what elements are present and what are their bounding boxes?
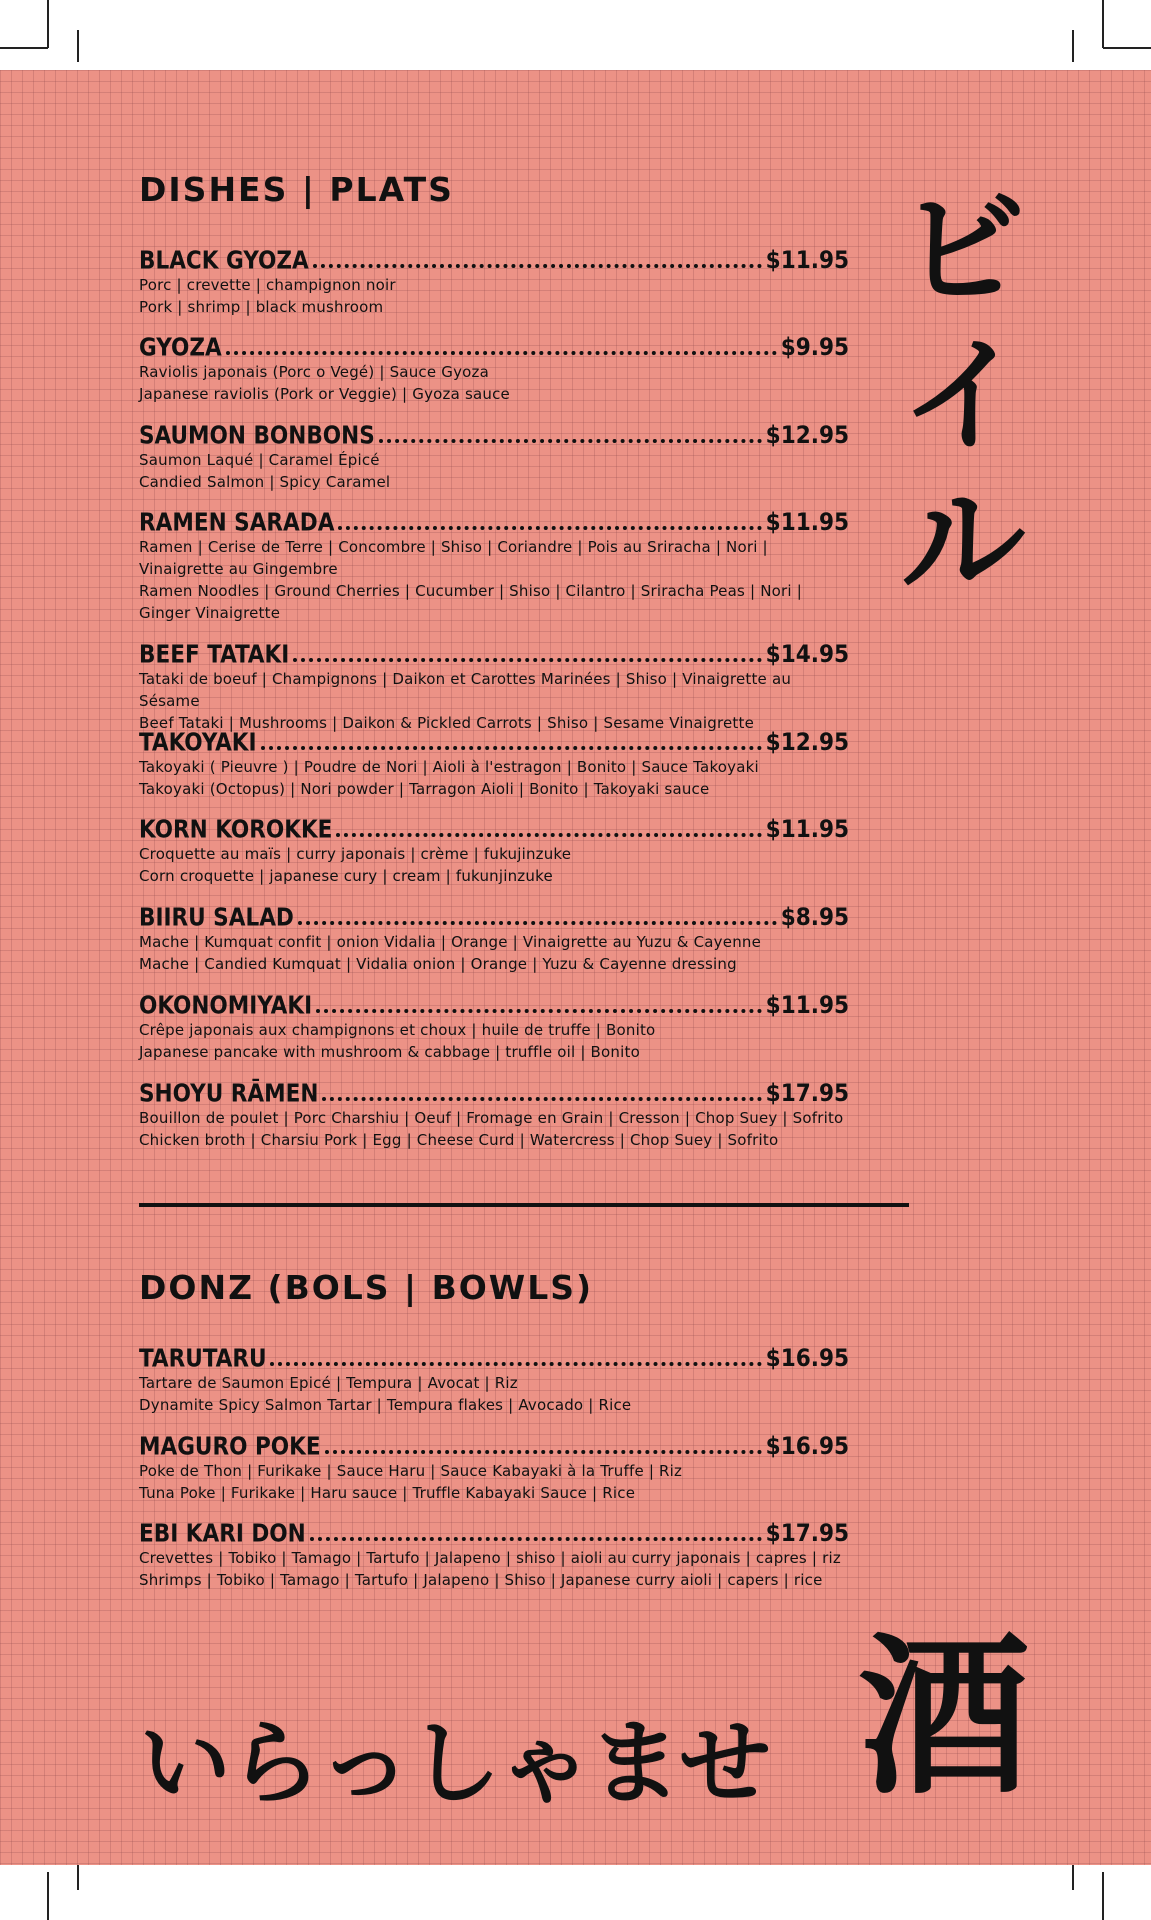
item-name: GYOZA — [139, 332, 222, 362]
item-name: BLACK GYOZA — [139, 245, 309, 275]
menu-item — [139, 1077, 849, 1151]
sake-kanji: 酒 — [858, 1617, 1030, 1818]
item-price: $17.95 — [765, 1079, 849, 1107]
item-desc-fr: Tataki de boeuf | Champignons | Daikon et Carottes Marinées | Shiso | Vinaigrette au Sésame — [139, 670, 792, 710]
item-name: OKONOMIYAKI — [139, 990, 313, 1020]
menu-item — [139, 638, 849, 734]
item-desc-fr: Poke de Thon | Furikake | Sauce Haru | Sauce Kabayaki à la Truffe | Riz — [139, 1462, 683, 1480]
vertical-japanese-title: ビイル — [900, 178, 1026, 615]
dot-leader — [261, 746, 762, 750]
crop-mark — [0, 47, 48, 49]
dot-leader — [336, 833, 761, 837]
dot-leader — [226, 351, 777, 355]
item-name: TAKOYAKI — [139, 727, 257, 757]
item-desc-en: Shrimps | Tobiko | Tamago | Tartufo | Jalapeno | Shiso | Japanese curry aioli | capers | rice — [139, 1571, 823, 1589]
item-desc-fr: Crêpe japonais aux champignons et choux | huile de truffe | Bonito — [139, 1021, 656, 1039]
item-price: $16.95 — [765, 1344, 849, 1372]
item-desc-en: Pork | shrimp | black mushroom — [139, 298, 384, 316]
item-desc-en: Dynamite Spicy Salmon Tartar | Tempura flakes | Avocado | Rice — [139, 1396, 632, 1414]
menu-item — [139, 901, 849, 975]
menu-item — [139, 419, 849, 493]
item-price: $17.95 — [765, 1519, 849, 1547]
dot-leader — [338, 526, 761, 530]
item-desc-en: Candied Salmon | Spicy Caramel — [139, 473, 391, 491]
section-title-donz: DONZ (BOLS | BOWLS) — [139, 1268, 594, 1307]
crop-mark — [1102, 1872, 1104, 1920]
item-desc-en: Japanese raviolis (Pork or Veggie) | Gyoza sauce — [139, 385, 510, 403]
item-price: $11.95 — [765, 815, 849, 843]
dot-leader — [270, 1362, 761, 1366]
item-desc-fr: Tartare de Saumon Epicé | Tempura | Avocat | Riz — [139, 1374, 518, 1392]
item-price: $11.95 — [765, 991, 849, 1019]
welcome-japanese-text: いらっしゃませ — [139, 1710, 770, 1817]
crop-mark — [47, 0, 49, 48]
menu-item — [139, 1342, 849, 1416]
item-desc-fr: Crevettes | Tobiko | Tamago | Tartufo | Jalapeno | shiso | aioli au curry japonais | capres | riz — [139, 1549, 841, 1567]
dot-leader — [293, 658, 761, 662]
item-price: $12.95 — [765, 421, 849, 449]
item-name: BEEF TATAKI — [139, 639, 290, 669]
item-price: $9.95 — [780, 333, 849, 361]
section-divider — [139, 1203, 909, 1207]
dot-leader — [316, 1009, 762, 1013]
crop-mark — [1103, 47, 1151, 49]
menu-item — [139, 244, 849, 318]
item-desc-en: Tuna Poke | Furikake | Haru sauce | Truffle Kabayaki Sauce | Rice — [139, 1484, 636, 1502]
menu-item — [139, 506, 849, 624]
dot-leader — [310, 1537, 762, 1541]
item-name: RAMEN SARADA — [139, 507, 335, 537]
item-desc-fr: Raviolis japonais (Porc o Vegé) | Sauce Gyoza — [139, 363, 489, 381]
item-desc-en: Takoyaki (Octopus) | Nori powder | Tarragon Aioli | Bonito | Takoyaki sauce — [139, 780, 710, 798]
item-desc-fr: Takoyaki ( Pieuvre ) | Poudre de Nori | Aioli à l'estragon | Bonito | Sauce Takoyaki — [139, 758, 759, 776]
dot-leader — [379, 439, 762, 443]
dot-leader — [298, 921, 777, 925]
item-price: $8.95 — [780, 903, 849, 931]
menu-item — [139, 726, 849, 800]
crop-mark — [47, 1872, 49, 1920]
section-title-dishes: DISHES | PLATS — [139, 170, 454, 209]
menu-item — [139, 813, 849, 887]
item-desc-fr: Saumon Laqué | Caramel Épicé — [139, 451, 380, 469]
item-desc-en: Ramen Noodles | Ground Cherries | Cucumber | Shiso | Cilantro | Sriracha Peas | Nori | Ginger Vinaigrette — [139, 582, 802, 622]
item-name: SAUMON BONBONS — [139, 420, 375, 450]
dot-leader — [322, 1097, 761, 1101]
item-desc-fr: Croquette au maïs | curry japonais | crème | fukujinzuke — [139, 845, 572, 863]
item-name: SHOYU RĀMEN — [139, 1078, 319, 1108]
item-price: $11.95 — [765, 246, 849, 274]
item-desc-fr: Bouillon de poulet | Porc Charshiu | Oeuf | Fromage en Grain | Cresson | Chop Suey | Sofrito — [139, 1109, 844, 1127]
item-desc-en: Mache | Candied Kumquat | Vidalia onion | Orange | Yuzu & Cayenne dressing — [139, 955, 737, 973]
item-desc-en: Japanese pancake with mushroom & cabbage | truffle oil | Bonito — [139, 1043, 640, 1061]
item-desc-fr: Ramen | Cerise de Terre | Concombre | Shiso | Coriandre | Pois au Sriracha | Nori | Vinaigrette au Gingembre — [139, 538, 768, 578]
item-desc-en: Corn croquette | japanese cury | cream | fukunjinzuke — [139, 867, 553, 885]
item-price: $12.95 — [765, 728, 849, 756]
item-name: KORN KOROKKE — [139, 814, 333, 844]
item-desc-fr: Mache | Kumquat confit | onion Vidalia | Orange | Vinaigrette au Yuzu & Cayenne — [139, 933, 762, 951]
item-name: BIIRU SALAD — [139, 902, 294, 932]
menu-item — [139, 1430, 849, 1504]
crop-mark — [77, 30, 79, 62]
item-desc-fr: Porc | crevette | champignon noir — [139, 276, 396, 294]
menu-item — [139, 331, 849, 405]
item-desc-en: Beef Tataki | Mushrooms | Daikon & Pickled Carrots | Shiso | Sesame Vinaigrette — [139, 714, 755, 732]
dot-leader — [313, 264, 762, 268]
item-price: $14.95 — [765, 640, 849, 668]
crop-mark — [1072, 30, 1074, 62]
item-name: MAGURO POKE — [139, 1431, 321, 1461]
menu-item — [139, 1517, 849, 1591]
item-price: $16.95 — [765, 1432, 849, 1460]
item-price: $11.95 — [765, 508, 849, 536]
dot-leader — [325, 1450, 762, 1454]
item-name: TARUTARU — [139, 1343, 267, 1373]
item-desc-en: Chicken broth | Charsiu Pork | Egg | Cheese Curd | Watercress | Chop Suey | Sofrito — [139, 1131, 779, 1149]
crop-mark — [1102, 0, 1104, 48]
item-name: EBI KARI DON — [139, 1518, 306, 1548]
menu-item — [139, 989, 849, 1063]
